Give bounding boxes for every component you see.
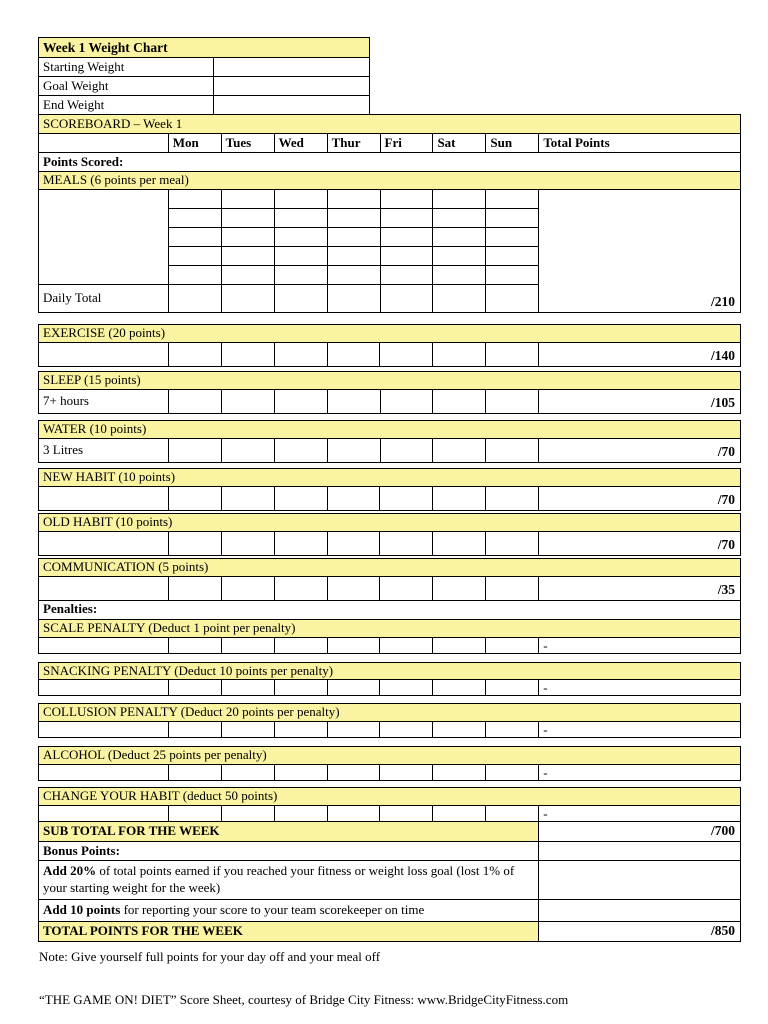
day-entry-cell (380, 531, 433, 555)
bonus-points-label-row (39, 842, 741, 861)
day-entry-cell (327, 389, 380, 413)
penalties-label-row (39, 600, 741, 619)
day-entry-cell (486, 342, 539, 366)
day-entry-cell (221, 342, 274, 366)
day-entry-cell (327, 438, 380, 462)
day-entry-cell (168, 389, 221, 413)
day-entry-cell (327, 227, 380, 246)
exercise-section-title-row (39, 324, 741, 342)
day-entry-cell (380, 284, 433, 312)
day-entry-cell (327, 246, 380, 265)
day-entry-cell (327, 765, 380, 781)
subtotal-row-label: SUB TOTAL FOR THE WEEK (39, 822, 539, 842)
day-entry-cell (433, 765, 486, 781)
day-entry-cell (168, 227, 221, 246)
new-habit-section (38, 468, 741, 511)
day-entry-cell (380, 246, 433, 265)
points-scored-label (38, 152, 741, 172)
new-habit-section-title: NEW HABIT (10 points) (39, 468, 741, 486)
old-habit-section-total: /70 (539, 531, 741, 555)
meals-section (38, 171, 741, 313)
day-entry-cell (380, 208, 433, 227)
day-entry-cell (221, 486, 274, 510)
day-entry-cell (433, 284, 486, 312)
change-habit-penalty-section-title-row (39, 788, 741, 806)
day-entry-cell (168, 265, 221, 284)
day-entry-cell (221, 722, 274, 738)
sleep-section-title-row (39, 371, 741, 389)
day-entry-cell (168, 576, 221, 600)
snacking-penalty-section-grid-row (39, 680, 741, 696)
day-entry-cell (168, 806, 221, 822)
meals-section-title-row (39, 172, 741, 190)
total-points-row (39, 921, 741, 941)
day-entry-cell (486, 246, 539, 265)
day-entry-cell (486, 208, 539, 227)
day-entry-cell (433, 389, 486, 413)
alcohol-penalty-section (38, 746, 741, 781)
snacking-penalty-section-row-label (39, 680, 169, 696)
day-entry-cell (327, 284, 380, 312)
weight-value-cell (214, 58, 370, 77)
collusion-penalty-section-grid-row (39, 722, 741, 738)
day-entry-cell (274, 576, 327, 600)
bonus-20-row (39, 861, 741, 900)
penalties-label-text: Penalties: (39, 600, 741, 619)
day-entry-cell (274, 486, 327, 510)
day-entry-cell (486, 806, 539, 822)
day-entry-cell (274, 680, 327, 696)
bonus-10-row (39, 900, 741, 922)
day-entry-cell (486, 531, 539, 555)
scoreboard-title (38, 114, 741, 134)
weight-value-cell (214, 96, 370, 115)
day-header-thur: Thur (327, 134, 380, 153)
day-entry-cell (221, 189, 274, 208)
day-entry-cell (221, 438, 274, 462)
alcohol-penalty-section-row-label (39, 765, 169, 781)
day-header-sat: Sat (433, 134, 486, 153)
snacking-penalty-section-title: SNACKING PENALTY (Deduct 10 points per penalty) (39, 662, 741, 680)
alcohol-penalty-section-grid-row (39, 765, 741, 781)
day-entry-cell (380, 265, 433, 284)
day-header-row (38, 133, 741, 153)
weight-chart-title-row (39, 38, 370, 58)
new-habit-section-grid-row (39, 486, 741, 510)
day-entry-cell (274, 389, 327, 413)
day-entry-cell (486, 265, 539, 284)
day-entry-cell (221, 576, 274, 600)
day-entry-cell (433, 189, 486, 208)
day-entry-cell (433, 208, 486, 227)
day-entry-cell (274, 722, 327, 738)
day-entry-cell (433, 680, 486, 696)
day-entry-cell (274, 284, 327, 312)
communication-section-row-label (39, 576, 169, 600)
old-habit-section-title-row (39, 513, 741, 531)
water-section-title: WATER (10 points) (39, 420, 741, 438)
change-habit-penalty-section-total: - (539, 806, 741, 822)
sleep-section-row-label: 7+ hours (39, 389, 169, 413)
bonus-10-row-total-cell (539, 900, 741, 922)
collusion-penalty-section-row-label (39, 722, 169, 738)
day-entry-cell (168, 765, 221, 781)
day-entry-cell (274, 227, 327, 246)
day-entry-cell (486, 227, 539, 246)
total-points-header: Total Points (539, 134, 741, 153)
total-points-row-label: TOTAL POINTS FOR THE WEEK (39, 921, 539, 941)
day-entry-cell (433, 438, 486, 462)
day-entry-cell (380, 576, 433, 600)
exercise-section-row-label (39, 342, 169, 366)
communication-section-title: COMMUNICATION (5 points) (39, 558, 741, 576)
day-entry-cell (380, 765, 433, 781)
day-entry-cell (380, 227, 433, 246)
day-entry-cell (486, 722, 539, 738)
day-entry-cell (380, 722, 433, 738)
weight-value-cell (214, 77, 370, 96)
day-entry-cell (380, 486, 433, 510)
footer-credit: “THE GAME ON! DIET” Score Sheet, courtesy of Bridge City Fitness: www.BridgeCityFitness.com (39, 991, 569, 1007)
day-entry-cell (327, 680, 380, 696)
collusion-penalty-section-title: COLLUSION PENALTY (Deduct 20 points per penalty) (39, 704, 741, 722)
day-entry-cell (433, 246, 486, 265)
water-section-total: /70 (539, 438, 741, 462)
bonus-10-row (38, 899, 741, 922)
points-scored-label-row (39, 153, 741, 172)
scoreboard-title-text: SCOREBOARD – Week 1 (39, 115, 741, 134)
day-entry-cell (380, 680, 433, 696)
day-header-row (39, 134, 741, 153)
day-entry-cell (486, 486, 539, 510)
weight-chart-table (38, 37, 370, 115)
day-entry-cell (274, 765, 327, 781)
meals-section-label-space (39, 189, 169, 284)
new-habit-section-row-label (39, 486, 169, 510)
day-entry-cell (486, 680, 539, 696)
day-entry-cell (274, 342, 327, 366)
day-entry-cell (380, 806, 433, 822)
water-section (38, 420, 741, 463)
change-habit-penalty-section-title: CHANGE YOUR HABIT (deduct 50 points) (39, 788, 741, 806)
day-header-mon: Mon (168, 134, 221, 153)
penalties-label (38, 600, 741, 620)
subtotal-row (39, 822, 741, 842)
exercise-section-grid-row (39, 342, 741, 366)
day-entry-cell (433, 576, 486, 600)
day-entry-cell (274, 189, 327, 208)
sleep-section-total: /105 (539, 389, 741, 413)
day-header-fri: Fri (380, 134, 433, 153)
day-entry-cell (327, 531, 380, 555)
day-entry-cell (274, 806, 327, 822)
day-entry-cell (327, 265, 380, 284)
meals-section-row-label: Daily Total (39, 284, 169, 312)
total-points-row (38, 921, 741, 942)
weight-chart-title: Week 1 Weight Chart (39, 38, 370, 58)
day-entry-cell (274, 265, 327, 284)
day-entry-cell (221, 637, 274, 653)
day-entry-cell (221, 531, 274, 555)
old-habit-section (38, 513, 741, 556)
sleep-section-title: SLEEP (15 points) (39, 371, 741, 389)
day-entry-cell (327, 189, 380, 208)
day-entry-cell (221, 806, 274, 822)
collusion-penalty-section-title-row (39, 704, 741, 722)
weight-row-label: Goal Weight (39, 77, 214, 96)
scale-penalty-section-title: SCALE PENALTY (Deduct 1 point per penalty) (39, 619, 741, 637)
day-entry-cell (433, 531, 486, 555)
bonus-10-row-bold-text: Add 10 points (43, 902, 121, 918)
weight-row-label: Starting Weight (39, 58, 214, 77)
day-entry-cell (486, 189, 539, 208)
day-entry-cell (327, 637, 380, 653)
day-entry-cell (433, 722, 486, 738)
old-habit-section-row-label (39, 531, 169, 555)
day-entry-cell (274, 637, 327, 653)
day-entry-cell (486, 284, 539, 312)
water-section-grid-row (39, 438, 741, 462)
water-section-title-row (39, 420, 741, 438)
scale-penalty-section (38, 619, 741, 654)
weight-chart-row (39, 77, 370, 96)
alcohol-penalty-section-title-row (39, 747, 741, 765)
day-entry-cell (168, 531, 221, 555)
bonus-10-row-rest-text: for reporting your score to your team scorekeeper on time (120, 902, 425, 918)
change-habit-penalty-section-row-label (39, 806, 169, 822)
collusion-penalty-section (38, 703, 741, 738)
day-entry-cell (433, 637, 486, 653)
day-entry-cell (486, 637, 539, 653)
old-habit-section-grid-row (39, 531, 741, 555)
day-entry-cell (168, 342, 221, 366)
day-entry-cell (168, 284, 221, 312)
snacking-penalty-section-title-row (39, 662, 741, 680)
meals-section-grid-row (39, 189, 741, 208)
day-entry-cell (221, 265, 274, 284)
total-points-row-value: /850 (539, 921, 741, 941)
bonus-20-row-rest-text: of total points earned if you reached your fitness or weight loss goal (lost 1% of your starting weight for the week) (43, 863, 515, 896)
bonus-points-label (38, 841, 741, 861)
water-section-row-label: 3 Litres (39, 438, 169, 462)
meals-section-total: /210 (539, 189, 741, 312)
scoreboard-title-row (39, 115, 741, 134)
communication-section-total: /35 (539, 576, 741, 600)
subtotal-row (38, 821, 741, 842)
day-entry-cell (433, 486, 486, 510)
scale-penalty-section-grid-row (39, 637, 741, 653)
bonus-20-row (38, 860, 741, 900)
day-entry-cell (433, 342, 486, 366)
day-entry-cell (221, 389, 274, 413)
weight-chart-row (39, 58, 370, 77)
weight-row-label: End Weight (39, 96, 214, 115)
day-entry-cell (168, 680, 221, 696)
day-header-wed: Wed (274, 134, 327, 153)
new-habit-section-title-row (39, 468, 741, 486)
day-entry-cell (168, 189, 221, 208)
bonus-20-row-total-cell (539, 861, 741, 900)
snacking-penalty-section-total: - (539, 680, 741, 696)
day-entry-cell (433, 265, 486, 284)
day-entry-cell (380, 438, 433, 462)
bonus-10-row-text (39, 900, 539, 922)
collusion-penalty-section-total: - (539, 722, 741, 738)
day-entry-cell (168, 486, 221, 510)
communication-section-grid-row (39, 576, 741, 600)
day-entry-cell (380, 342, 433, 366)
exercise-section-total: /140 (539, 342, 741, 366)
day-entry-cell (221, 227, 274, 246)
snacking-penalty-section (38, 662, 741, 697)
alcohol-penalty-section-title: ALCOHOL (Deduct 25 points per penalty) (39, 747, 741, 765)
day-entry-cell (221, 208, 274, 227)
day-entry-cell (486, 765, 539, 781)
day-entry-cell (327, 208, 380, 227)
change-habit-penalty-section (38, 787, 741, 822)
points-scored-label-text: Points Scored: (39, 153, 741, 172)
day-entry-cell (168, 722, 221, 738)
day-entry-cell (486, 389, 539, 413)
day-entry-cell (327, 486, 380, 510)
bonus-points-label-total-cell (539, 842, 741, 861)
day-entry-cell (274, 246, 327, 265)
alcohol-penalty-section-total: - (539, 765, 741, 781)
bonus-20-row-bold-text: Add 20% (43, 863, 97, 879)
scale-penalty-section-title-row (39, 619, 741, 637)
day-entry-cell (433, 227, 486, 246)
day-header-spacer-cell (39, 134, 169, 153)
day-entry-cell (380, 637, 433, 653)
day-entry-cell (486, 438, 539, 462)
bonus-20-row-text (39, 861, 539, 900)
day-entry-cell (221, 680, 274, 696)
day-entry-cell (380, 389, 433, 413)
day-entry-cell (221, 246, 274, 265)
meals-section-title: MEALS (6 points per meal) (39, 172, 741, 190)
day-header-tues: Tues (221, 134, 274, 153)
day-entry-cell (327, 342, 380, 366)
scale-penalty-section-total: - (539, 637, 741, 653)
scoreboard (38, 114, 741, 942)
note-text: Note: Give yourself full points for your day off and your meal off (39, 948, 381, 964)
subtotal-row-value: /700 (539, 822, 741, 842)
day-entry-cell (221, 284, 274, 312)
day-entry-cell (380, 189, 433, 208)
day-entry-cell (327, 576, 380, 600)
day-entry-cell (274, 531, 327, 555)
day-entry-cell (221, 765, 274, 781)
day-entry-cell (274, 438, 327, 462)
bonus-points-label-text: Bonus Points: (39, 842, 539, 861)
change-habit-penalty-section-grid-row (39, 806, 741, 822)
day-entry-cell (168, 637, 221, 653)
day-entry-cell (274, 208, 327, 227)
day-entry-cell (327, 722, 380, 738)
old-habit-section-title: OLD HABIT (10 points) (39, 513, 741, 531)
exercise-section-title: EXERCISE (20 points) (39, 324, 741, 342)
exercise-section (38, 324, 741, 367)
communication-section (38, 558, 741, 601)
day-entry-cell (168, 208, 221, 227)
day-entry-cell (168, 246, 221, 265)
new-habit-section-total: /70 (539, 486, 741, 510)
day-header-sun: Sun (486, 134, 539, 153)
day-entry-cell (327, 806, 380, 822)
sleep-section-grid-row (39, 389, 741, 413)
day-entry-cell (486, 576, 539, 600)
day-entry-cell (168, 438, 221, 462)
communication-section-title-row (39, 558, 741, 576)
scale-penalty-section-row-label (39, 637, 169, 653)
weight-chart-row (39, 96, 370, 115)
sleep-section (38, 371, 741, 414)
day-entry-cell (433, 806, 486, 822)
